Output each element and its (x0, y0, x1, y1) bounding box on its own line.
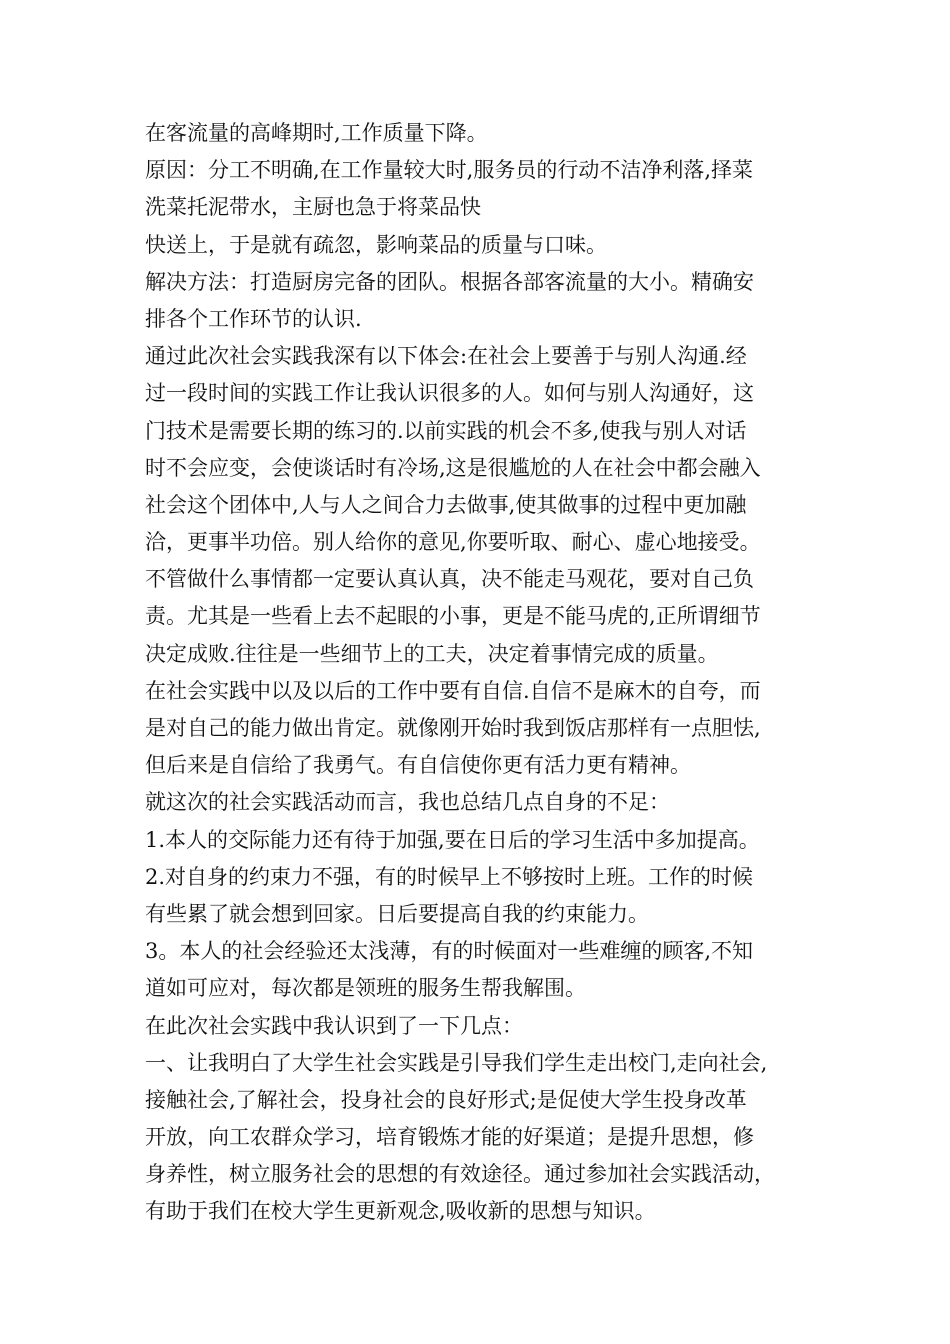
text-line: 在此次社会实践中我认识到了一下几点： (145, 1013, 523, 1038)
text-line: 排各个工作环节的认识. (145, 306, 362, 331)
text-line: 时不会应变，会使谈话时有冷场,这是很尴尬的人在社会中都会融入 (145, 455, 761, 480)
text-line: 门技术是需要长期的练习的.以前实践的机会不多,使我与别人对话 (145, 418, 747, 443)
text-line: 原因：分工不明确,在工作量较大时,服务员的行动不洁净利落,择菜 (145, 158, 754, 183)
text-line: 快送上，于是就有疏忽，影响菜品的质量与口味。 (145, 232, 607, 257)
text-line: 通过此次社会实践我深有以下体会:在社会上要善于与别人沟通.经 (145, 344, 747, 369)
text-line: 不管做什么事情都一定要认真认真，决不能走马观花，要对自己负 (145, 567, 754, 592)
text-line: 有助于我们在校大学生更新观念,吸收新的思想与知识。 (145, 1199, 656, 1224)
text-line: 身养性，树立服务社会的思想的有效途径。通过参加社会实践活动， (145, 1162, 775, 1187)
text-line: 接触社会,了解社会，投身社会的良好形式;是促使大学生投身改革 (145, 1087, 747, 1112)
text-line: 责。尤其是一些看上去不起眼的小事，更是不能马虎的,正所谓细节 (145, 604, 761, 629)
text-line: 解决方法：打造厨房完备的团队。根据各部客流量的大小。精确安 (145, 269, 754, 294)
document-body (145, 115, 835, 1231)
text-line: 洗菜托泥带水，主厨也急于将菜品快 (145, 195, 481, 220)
text-line: 过一段时间的实践工作让我认识很多的人。如何与别人沟通好，这 (145, 381, 754, 406)
text-line: 就这次的社会实践活动而言，我也总结几点自身的不足： (145, 790, 670, 815)
text-line: 社会这个团体中,人与人之间合力去做事,使其做事的过程中更加融 (145, 492, 747, 517)
text-line: 一、让我明白了大学生社会实践是引导我们学生走出校门,走向社会, (145, 1050, 768, 1075)
text-line: 洽，更事半功倍。别人给你的意见,你要听取、耐心、虚心地接受。 (145, 530, 761, 555)
text-line: 在客流量的高峰期时,工作质量下降。 (145, 121, 488, 145)
text-line: 决定成败.往往是一些细节上的工夫，决定着事情完成的质量。 (145, 641, 719, 666)
text-line: 在社会实践中以及以后的工作中要有自信.自信不是麻木的自夸，而 (145, 678, 761, 703)
text-line: 有些累了就会想到回家。日后要提高自我的约束能力。 (145, 901, 649, 926)
text-line: 1.本人的交际能力还有待于加强,要在日后的学习生活中多加提高。 (145, 827, 760, 852)
text-line: 2.对自身的约束力不强，有的时候早上不够按时上班。工作的时候 (145, 864, 754, 889)
text-line: 但后来是自信给了我勇气。有自信使你更有活力更有精神。 (145, 753, 691, 778)
text-line: 是对自己的能力做出肯定。就像刚开始时我到饭店那样有一点胆怯, (145, 716, 761, 740)
text-line: 开放，向工农群众学习，培育锻炼才能的好渠道；是提升思想，修 (145, 1125, 754, 1150)
text-line: 道如可应对，每次都是领班的服务生帮我解围。 (145, 976, 586, 1001)
text-line: 3。本人的社会经验还太浅薄，有的时候面对一些难缠的顾客,不知 (145, 939, 754, 964)
